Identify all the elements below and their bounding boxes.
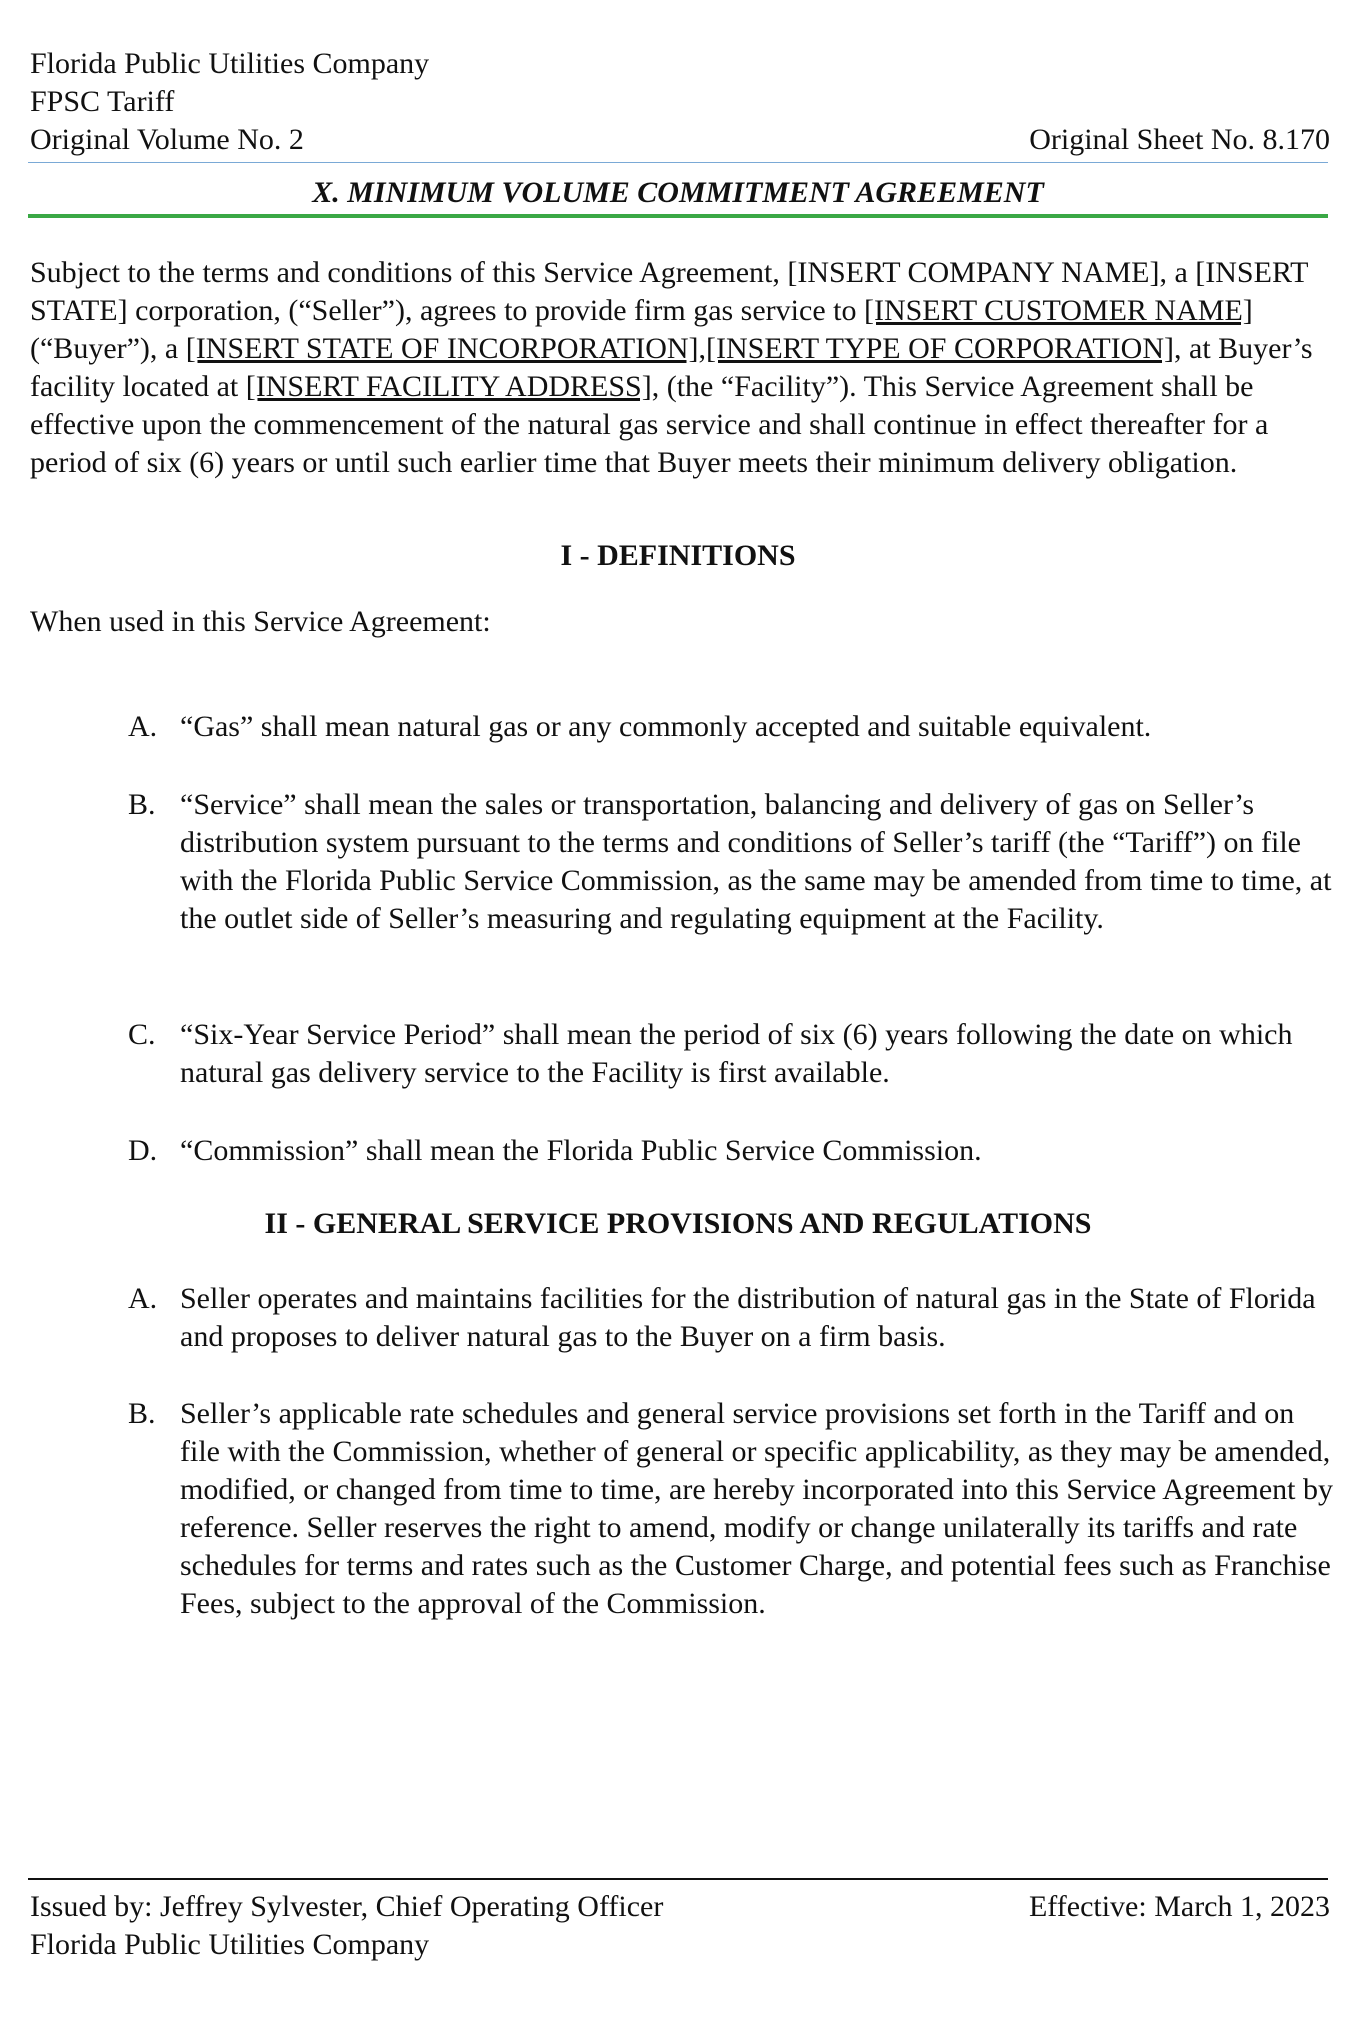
customer-name-placeholder: [INSERT CUSTOMER NAME]	[863, 294, 1253, 327]
intro-text-4: (the “Facility”). This Service Agreement shall be effective upon the commencement of the natural gas service and shall continue in effect thereafter for a period of six (6) years or until such earlier time that Buyer meets their minimum delivery obligation.	[30, 370, 1269, 479]
header-tariff: FPSC Tariff	[30, 85, 175, 118]
general-provisions-heading: II - GENERAL SERVICE PROVISIONS AND REGULATIONS	[264, 1207, 1092, 1240]
intro-text-3: , at Buyer’s facility located at	[30, 332, 1313, 403]
item-text: Seller’s applicable rate schedules and general service provisions set forth in the Tariff and on file with the Commission, whether of general or specific applicability, as they may be amended, modified, or changed from time to time, are hereby incorporated into this Service Agreement by reference. Seller reserves the right to amend, modify or change unilaterally its tariffs and rate schedules for terms and rates such as the Customer Charge, and potential fees such as Franchise Fees, subject to the approval of the Commission.	[180, 1397, 1333, 1620]
definitions-lead: When used in this Service Agreement:	[30, 605, 491, 638]
item-text: “Gas” shall mean natural gas or any commonly accepted and suitable equivalent.	[180, 710, 1152, 743]
header-sheet-number: Original Sheet No. 8.170	[1029, 123, 1330, 156]
header-company: Florida Public Utilities Company	[30, 47, 430, 80]
item-letter: A.	[128, 710, 158, 743]
section-rule	[28, 214, 1328, 218]
item-letter: B.	[128, 788, 156, 821]
intro-text-2: (“Buyer”), a	[30, 332, 186, 365]
definition-item	[128, 786, 1338, 938]
definition-item	[128, 1132, 1338, 1170]
provision-item	[128, 1395, 1338, 1623]
item-text: Seller operates and maintains facilities for the distribution of natural gas in the State of Florida and proposes to deliver natural gas to the Buyer on a firm basis.	[180, 1282, 1316, 1353]
footer-rule	[28, 1878, 1328, 1880]
item-letter: C.	[128, 1018, 156, 1051]
item-letter: D.	[128, 1134, 158, 1167]
item-letter: B.	[128, 1397, 156, 1430]
header-volume: Original Volume No. 2	[30, 123, 304, 156]
section-title: X. MINIMUM VOLUME COMMITMENT AGREEMENT	[312, 176, 1044, 209]
footer-company: Florida Public Utilities Company	[30, 1928, 430, 1961]
footer-effective-date: Effective: March 1, 2023	[1028, 1890, 1330, 1923]
definitions-heading: I - DEFINITIONS	[560, 539, 796, 572]
definition-item	[128, 708, 1338, 746]
facility-address-placeholder: [INSERT FACILITY ADDRESS],	[245, 370, 660, 403]
provision-item	[128, 1280, 1338, 1356]
intro-text-1: Subject to the terms and conditions of this Service Agreement, [INSERT COMPANY NAME], a [INSERT STATE] corporation, (“Seller”), agrees to provide firm gas service to	[30, 256, 1308, 327]
item-text: “Six-Year Service Period” shall mean the period of six (6) years following the date on which natural gas delivery service to the Facility is first available.	[180, 1018, 1293, 1089]
item-text: “Commission” shall mean the Florida Public Service Commission.	[180, 1134, 982, 1167]
footer-issued-by: Issued by: Jeffrey Sylvester, Chief Operating Officer	[30, 1890, 664, 1923]
state-incorporation-placeholder: [INSERT STATE OF INCORPORATION],[INSERT TYPE OF CORPORATION]	[185, 332, 1174, 365]
item-text: “Service” shall mean the sales or transportation, balancing and delivery of gas on Seller’s distribution system pursuant to the terms and conditions of Seller’s tariff (the “Tariff”) on file with the Florida Public Service Commission, as the same may be amended from time to time, at the outlet side of Seller’s measuring and regulating equipment at the Facility.	[180, 788, 1332, 935]
definition-item	[128, 1016, 1338, 1092]
header-rule	[28, 162, 1328, 163]
intro-paragraph	[30, 254, 1332, 482]
item-letter: A.	[128, 1282, 158, 1315]
